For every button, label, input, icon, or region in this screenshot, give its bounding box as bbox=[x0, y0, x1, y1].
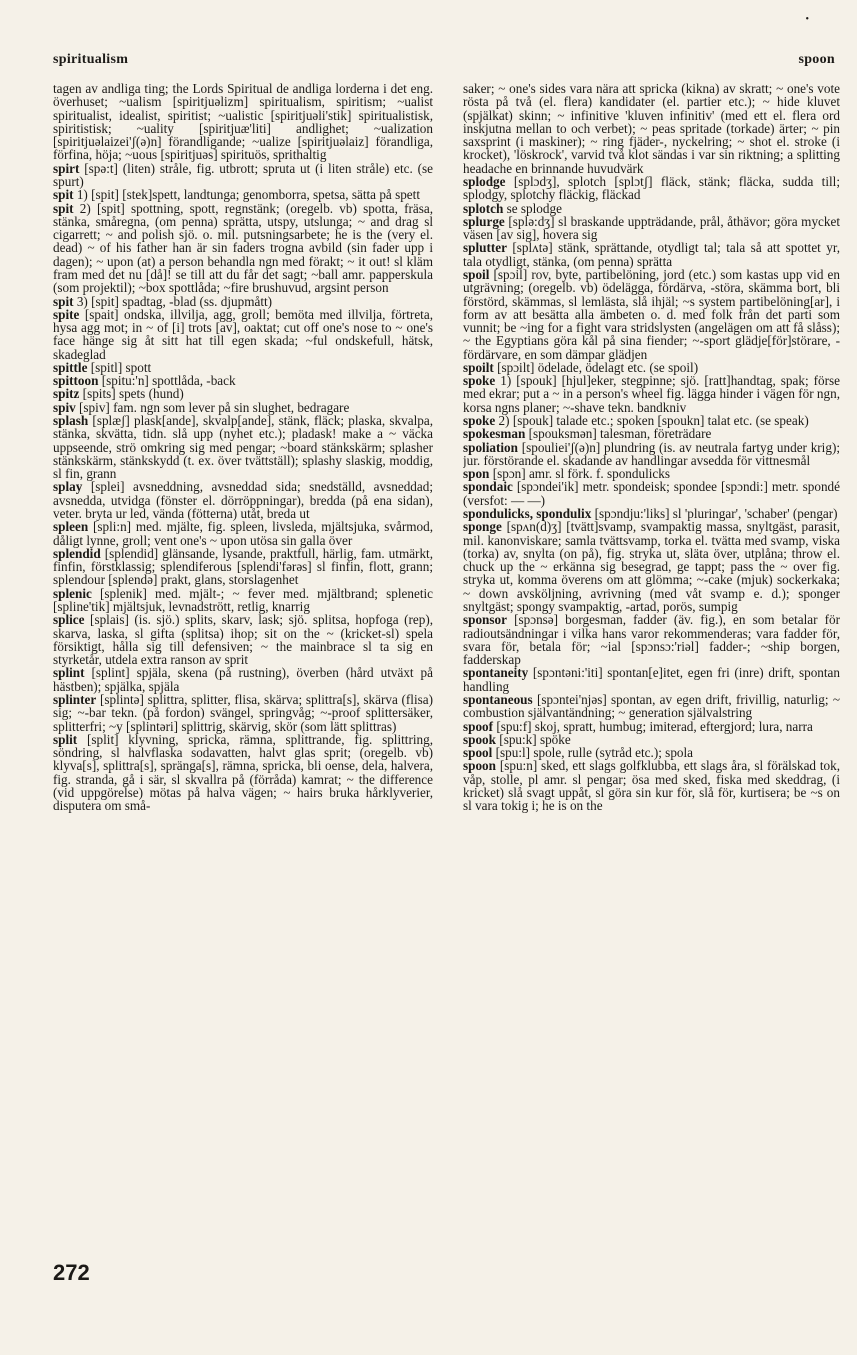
headword: spondulicks, spondulix bbox=[463, 506, 592, 521]
headword: spontaneous bbox=[463, 691, 533, 707]
headword: splash bbox=[53, 413, 89, 429]
dictionary-entry bbox=[53, 480, 433, 520]
headword: spoke bbox=[463, 373, 496, 389]
definition-text: [spʌn(d)ʒ] [tvätt]svamp, svampaktig massa, snyltgäst, parasit, mil. kanonviskare; samla tvättsvamp, torka el. tvätta med svamp, viska (torka) av, snylta (on på), fig. stryka ut, släta över, utplåna; throw el. chuck up the ~ erkänna sig besegrad, ge tappt; pass the ~ over fig. stryka ut, komma överens om att glömma; ~-cake (mjuk) sockerkaka; ~ down avsköljning, avrivning (med våt svamp e. d.); sponger snyltgäst; spongy svampaktig, -artad, porös, sumpig bbox=[463, 519, 840, 614]
dictionary-entry bbox=[53, 361, 433, 374]
dictionary-entry bbox=[53, 520, 433, 547]
dictionary-entry bbox=[53, 387, 433, 400]
headword: splice bbox=[53, 612, 85, 628]
definition-text: saker; ~ one's sides vara nära att spricka (kikna) av skratt; ~ one's vote rösta på två (el. flera) kandidater (el. partier etc.); ~ hide kluvet (spjälkat) skinn; ~ infinitive 'kluven infinitiv' (med ett el. flera ord inskjutna mellan to och verbet); ~ peas spritade (torkade) ärter; ~ pin saxsprint (i maskiner); ~ ring fjäder-, nyckelring; ~ shot el. stroke (i krocket), 'löskrock', varvid två klot sändas i var sin riktning; a splitting headache en brinnande huvudvärk bbox=[463, 82, 840, 176]
dictionary-entry bbox=[463, 666, 840, 693]
right-column bbox=[463, 82, 840, 1252]
headword: spitz bbox=[53, 386, 80, 402]
headword: spoke bbox=[463, 413, 496, 429]
dictionary-entry bbox=[53, 308, 433, 361]
dictionary-entry bbox=[463, 202, 840, 215]
headword: splenic bbox=[53, 585, 92, 601]
definition-text: [splə:dʒ] sl braskande uppträdande, prål, åthävor; göra mycket väsen [av sig], hovera sig bbox=[463, 213, 840, 243]
headword: spoilt bbox=[463, 359, 494, 375]
dictionary-entry bbox=[463, 82, 840, 175]
definition-text: [spu:n] sked, ett slags golfklubba, ett slags åra, sl förälskad tok, våp, stolle, pl amr. sl pengar; ösa med sked, fiska med skeddrag, (i kricket) slå svagt uppåt, sl göra sin kur för, slå för, kurtisera; be ~s on sl vara tokig i; he is on the bbox=[463, 758, 840, 814]
definition-text: [splint] spjäla, skena (på rustning), överben (hård utväxt på hästben); spjälka, spjäla bbox=[53, 665, 433, 694]
headword: spirt bbox=[53, 160, 80, 176]
dictionary-entry bbox=[463, 507, 840, 520]
left-guide-word: spiritualism bbox=[53, 52, 129, 67]
dictionary-entry bbox=[53, 188, 433, 201]
definition-text: [splintə] splittra, splitter, flisa, skärva; splittra[s], skärva (flisa) sig; ~-bar tekn. (på fordon) svängel, springvåg; ~-proof splittersäker, splitterfri; ~y [splintəri] splittrig, skärvig, skör (som lätt splittras) bbox=[53, 691, 433, 734]
headword: spon bbox=[463, 466, 490, 482]
right-guide-word: spoon bbox=[798, 52, 835, 67]
headword: spoil bbox=[463, 266, 490, 282]
headword: spittle bbox=[53, 359, 88, 375]
definition-text: se splodge bbox=[506, 200, 562, 216]
definition-text: [splenik] med. mjält-; ~ fever med. mjältbrand; splenetic [spline'tik] mjältsjuk, levnadstrött, retlig, knarrig bbox=[53, 585, 433, 614]
definition-text: 1) [spouk] [hjul]eker, stegpinne; sjö. [ratt]handtag, spak; förse med ekrar; put a ~ in a person's wheel fig. lägga hinder i vägen för ngn, korsa ngns planer; ~-shave tekn. bandkniv bbox=[463, 373, 840, 415]
definition-text: [splei] avsneddning, avsneddad sida; snedställd, avsneddad; avsnedda, utvidga (fönster el. dörröppningar), bredda (på ena sidan), veter. bryta ur led, vända (fötterna) utåt, breda ut bbox=[53, 479, 433, 521]
dictionary-entry bbox=[463, 427, 840, 440]
definition-text: [spɔndei'ik] metr. spondeisk; spondee [spɔndi:] metr. spondé (versfot: — —) bbox=[463, 479, 840, 508]
definition-text: [splæʃ] plask[ande], skvalp[ande], stänk, fläck; plaska, skvalpa, stänka, skvätta, tidn. slå upp (nyhet etc.); pladask! make a ~ väcka uppseende, strö omkring sig med pengar; ~board stänkskärm; splasher stänkskärm, stänkskydd (t. ex. över tvättställ); splashy slaskig, moddig, sl fin, grann bbox=[53, 413, 433, 482]
headword: splodge bbox=[463, 173, 506, 189]
dictionary-entry bbox=[53, 613, 433, 666]
dictionary-entry bbox=[463, 215, 840, 242]
definition-text: [splais] (is. sjö.) splits, skarv, lask; sjö. splitsa, hopfoga (rep), skarva, laska, sl gifta (splitsa) ihop; sit on the ~ (kricket-sl) spela försiktigt, hålla sig till defensiven; ~ the mainbrace sl ta sig en styrketår, utdela extra ranson av sprit bbox=[53, 612, 433, 668]
definition-text: [spouksmən] talesman, företrädare bbox=[528, 426, 712, 442]
headword: spite bbox=[53, 306, 80, 322]
definition-text: 2) [spouk] talade etc.; spoken [spoukn] talat etc. (se speak) bbox=[498, 413, 809, 429]
headword: splint bbox=[53, 665, 85, 681]
headword: spit bbox=[53, 187, 74, 203]
definition-text: [splʌtə] stänk, sprättande, otydligt tal; tala så att spottet yr, tala otydligt, stänka, (om penna) sprätta bbox=[463, 240, 840, 269]
definition-text: 2) [spit] spottning, spott, regnstänk; (oregelb. vb) spotta, fräsa, stänka, småregna, (om penna) sprätta, utspy, utslunga; ~ and drag sl cigarrett; ~ and polish sjö. o. mil. putsningsarbete; he is the (very el. dead) ~ of his father han är sin faders trogna avbild (sin fader upp i dagen); ~ upon (at) a person behandla ngn med förakt; ~ it out! sl kläm fram med det nu [då]! se till att du får det sagt; ~ball amr. papperskula (som projektil); ~box spottlåda; ~fire brushuvud, argsint person bbox=[53, 200, 433, 296]
dictionary-entry bbox=[53, 693, 433, 733]
definition-text: [spu:l] spole, rulle (sytråd etc.); spola bbox=[495, 745, 694, 761]
dictionary-entry bbox=[463, 441, 840, 468]
dictionary-entry bbox=[53, 374, 433, 387]
headword: sponsor bbox=[463, 612, 507, 628]
headword: spoof bbox=[463, 718, 494, 734]
dictionary-entry bbox=[463, 241, 840, 268]
definition-text: tagen av andliga ting; the Lords Spiritual de andliga lorderna i det eng. överhuset; ~ualism [spiritjuəlizm] spiritualism, spiritism; ~ualist spiritualist, idealist, spiritist; ~ualistic [spiritjuəli'stik] spiritualistisk, spiritistisk; ~uality [spiritjuæ'liti] andlighet; ~ualization [spiritjuəlaizei'ʃ(ə)n] förandligande; ~ualize [spiritjuəlaiz] förandliga, förfina, höja; ~uous [spiritjuəs] spirituös, sprithaltig bbox=[53, 82, 433, 163]
headword: splutter bbox=[463, 240, 507, 256]
dictionary-entry bbox=[53, 666, 433, 693]
dictionary-entry bbox=[53, 202, 433, 295]
dictionary-entry bbox=[463, 268, 840, 361]
definition-text: [spouliei'ʃ(ə)n] plundring (is. av neutrala fartyg under krig); jur. förstörande el. skadande av handlingar avsedda för vittnesmål bbox=[463, 439, 840, 468]
headword: splay bbox=[53, 479, 83, 495]
headword: splinter bbox=[53, 691, 97, 707]
definition-text: [spɔntei'njəs] spontan, av egen drift, frivillig, naturlig; ~ combustion självantändning; ~ generation självalstring bbox=[463, 691, 840, 721]
headword: spittoon bbox=[53, 373, 99, 389]
dictionary-entry bbox=[53, 414, 433, 480]
dictionary-entry bbox=[463, 175, 840, 202]
dictionary-entry bbox=[53, 162, 433, 189]
definition-text: [spits] spets (hund) bbox=[82, 386, 184, 402]
definition-text: [spɔn] amr. sl förk. f. spondulicks bbox=[492, 466, 670, 482]
definition-text: [spu:k] spöke bbox=[499, 731, 571, 747]
definition-text: [spitl] spott bbox=[90, 359, 152, 375]
definition-text: [spɔnsə] borgesman, fadder (äv. fig.), en som betalar för radioutsändningar i vilka hans varor rekommenderas; vara fadder för, svara för, betala för; ~ial [spɔnsɔ:'riəl] fadder-; ~ship borgen, fadderskap bbox=[463, 612, 840, 668]
corner-mark: • bbox=[805, 14, 809, 25]
dictionary-entry bbox=[463, 467, 840, 480]
definition-text: [spu:f] skoj, spratt, humbug; imiterad, eftergjord; lura, narra bbox=[496, 718, 813, 734]
definition-text: [spiv] fam. ngn som lever på sin slughet, bedragare bbox=[79, 399, 350, 415]
headword: spool bbox=[463, 745, 493, 761]
definition-text: [split] klyvning, spricka, rämna, splittrande, fig. splittring, söndring, sl halvflaska sodavatten, halvt glas sprit; (oregelb. vb) klyva[s], splittra[s], spränga[s], rämna, spricka, bli oense, dela, halvera, fig. stranda, gå i sär, sl skvallra på (förråda) kamrat; ~ the difference (vid uppgörelse) mötas på halva vägen; ~ hairs bruka hårklyverier, disputera om små- bbox=[53, 731, 433, 814]
dictionary-entry bbox=[53, 547, 433, 587]
dictionary-entry bbox=[463, 480, 840, 507]
definition-text: [spə:t] (liten) stråle, fig. utbrott; spruta ut (i liten stråle) etc. (se spurt) bbox=[53, 160, 433, 189]
headword: splurge bbox=[463, 213, 505, 229]
definition-text: [spɔilt] ödelade, ödelagt etc. (se spoil) bbox=[497, 359, 699, 375]
dictionary-entry bbox=[53, 295, 433, 308]
headword: spook bbox=[463, 731, 496, 747]
page-number: 272 bbox=[53, 1260, 90, 1285]
dictionary-entry bbox=[463, 520, 840, 613]
headword: spoon bbox=[463, 758, 496, 774]
headword: spiv bbox=[53, 399, 76, 415]
left-column bbox=[53, 82, 433, 1262]
dictionary-entry bbox=[463, 720, 840, 733]
headword: split bbox=[53, 731, 78, 747]
headword: splendid bbox=[53, 545, 101, 561]
headword: splotch bbox=[463, 200, 504, 216]
definition-text: [spait] ondska, illvilja, agg, groll; bemöta med illvilja, förtreta, hysa agg mot; in ~ of [i] trots [av], oaktat; cut off one's nose to ~ one's face hänge sig åt sitt hat till egen skada; ~ful ondskefull, hätsk, skadeglad bbox=[53, 306, 433, 362]
dictionary-entry bbox=[53, 587, 433, 614]
definition-text: [spli:n] med. mjälte, fig. spleen, livsleda, mjältsjuka, svårmod, dåligt lynne, groll; vent one's ~ upon utösa sin galla över bbox=[53, 519, 433, 548]
dictionary-entry bbox=[463, 759, 840, 812]
dictionary-entry bbox=[463, 733, 840, 746]
headword: spondaic bbox=[463, 479, 513, 495]
dictionary-entry bbox=[53, 82, 433, 162]
definition-text: [spɔntəni:'iti] spontan[e]itet, egen fri (inre) drift, spontan handling bbox=[463, 665, 840, 694]
headword: spleen bbox=[53, 519, 89, 535]
definition-text: 3) [spit] spadtag, -blad (ss. djupmått) bbox=[76, 293, 273, 309]
dictionary-entry bbox=[463, 361, 840, 374]
dictionary-entry bbox=[53, 401, 433, 414]
definition-text: [splɔdʒ], splotch [splɔtʃ] fläck, stänk; fläcka, sudda till; splodgy, splotchy fläckig, fläckad bbox=[463, 173, 840, 203]
dictionary-entry bbox=[463, 374, 840, 414]
dictionary-entry bbox=[463, 746, 840, 759]
dictionary-entry bbox=[463, 414, 840, 427]
definition-text: [spɔndju:'liks] sl 'pluringar', 'schaber' (pengar) bbox=[594, 506, 838, 521]
definition-text: [spitu:'n] spottlåda, -back bbox=[101, 373, 236, 389]
headword: spoliation bbox=[463, 439, 518, 455]
definition-text: [splendid] glänsande, lysande, praktfull, härlig, fam. utmärkt, finfin, förstklassig; splendiferous [splendi'fərəs] sl finfin, flott, grann; splendour [splendə] prakt, glans, storslagenhet bbox=[53, 545, 433, 588]
dictionary-entry bbox=[53, 733, 433, 813]
dictionary-entry bbox=[463, 613, 840, 666]
headword: sponge bbox=[463, 519, 502, 535]
headword: spontaneity bbox=[463, 665, 529, 681]
definition-text: [spɔil] rov, byte, partibelöning, jord (etc.) som kastas upp vid en utgrävning; (oregelb. vb) ödelägga, fördärva, -störa, skämma bort, bli förstörd, skämmas, sl lemlästa, slå ihjäl; ~s system partibelöning[ar], i form av att besätta alla ämbeten o. d. med folk från det parti som vunnit; be ~ing for a fight vara stridslysten (angelägen om att få slåss); ~ the Egyptians göra kål på sina fiender; ~-sport glädje[för]störare, -fördärvare, en som dämpar glädjen bbox=[463, 266, 840, 362]
definition-text: 1) [spit] [stek]spett, landtunga; genomborra, spetsa, sätta på spett bbox=[76, 187, 420, 203]
headword: spit bbox=[53, 200, 74, 216]
headword: spokesman bbox=[463, 426, 526, 442]
dictionary-entry bbox=[463, 693, 840, 720]
headword: spit bbox=[53, 293, 74, 309]
